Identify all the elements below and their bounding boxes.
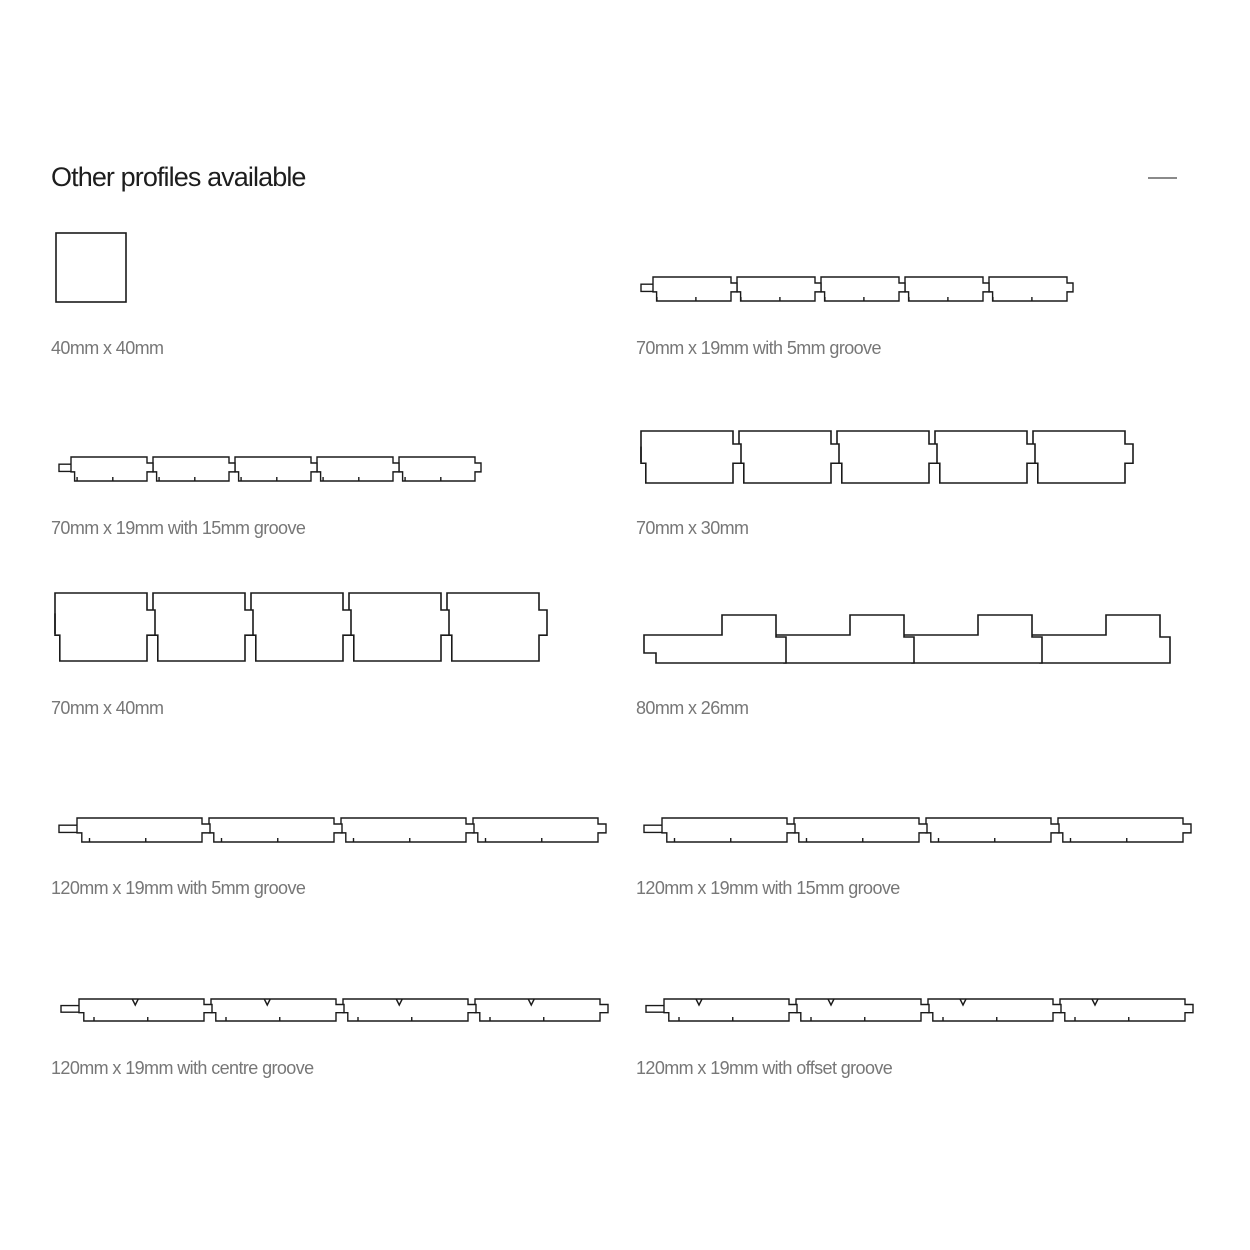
board-outline [211, 999, 344, 1021]
square-outline [56, 233, 126, 302]
minus-icon [1148, 177, 1177, 179]
board-outline [644, 615, 786, 663]
tongue-stub [646, 1006, 664, 1013]
profile-item [51, 225, 621, 365]
board-outline [794, 818, 927, 842]
board-outline [989, 277, 1073, 301]
profile-item [51, 445, 621, 545]
board-outline [79, 999, 212, 1021]
board-outline [317, 457, 399, 481]
profile-item [51, 985, 621, 1085]
profile-label: 40mm x 40mm [51, 338, 164, 358]
board-outline [739, 431, 839, 483]
board-outline [77, 818, 210, 842]
board-outline [349, 593, 449, 661]
board-outline [772, 615, 914, 663]
board-outline [475, 999, 608, 1021]
board-outline [928, 999, 1061, 1021]
tongue-stub [59, 825, 77, 832]
profile-drawing [51, 985, 621, 1035]
profile-label: 120mm x 19mm with centre groove [51, 1058, 314, 1078]
board-outline [737, 277, 821, 301]
board-outline [235, 457, 317, 481]
profile-item [51, 585, 621, 725]
board-outline [1060, 999, 1193, 1021]
collapse-button[interactable] [1140, 166, 1184, 192]
board-outline [821, 277, 905, 301]
profile-label: 70mm x 19mm with 5mm groove [636, 338, 881, 358]
board-outline [926, 818, 1059, 842]
board-outline [1028, 615, 1170, 663]
profile-label: 120mm x 19mm with offset groove [636, 1058, 893, 1078]
tongue-stub [644, 825, 662, 832]
profile-drawing [51, 445, 621, 495]
profile-drawing [51, 585, 621, 675]
profile-label: 70mm x 19mm with 15mm groove [51, 518, 306, 538]
board-outline [837, 431, 937, 483]
profile-item [636, 805, 1206, 905]
profile-drawing [636, 805, 1206, 855]
profile-label: 120mm x 19mm with 5mm groove [51, 878, 306, 898]
profile-drawing [51, 225, 621, 315]
profile-drawing [636, 605, 1206, 675]
profile-label: 70mm x 30mm [636, 518, 749, 538]
board-outline [900, 615, 1042, 663]
board-outline [153, 457, 235, 481]
profile-drawing [51, 805, 621, 855]
profile-label: 70mm x 40mm [51, 698, 164, 718]
tongue-stub [59, 464, 71, 471]
board-outline [662, 818, 795, 842]
profile-item [51, 805, 621, 905]
board-outline [664, 999, 797, 1021]
board-outline [343, 999, 476, 1021]
tongue-stub [641, 284, 653, 291]
board-outline [251, 593, 351, 661]
board-outline [905, 277, 989, 301]
board-outline [653, 277, 737, 301]
board-outline [153, 593, 253, 661]
board-outline [473, 818, 606, 842]
tongue-stub [61, 1006, 79, 1013]
profile-label: 80mm x 26mm [636, 698, 749, 718]
page-title: Other profiles available [51, 162, 306, 192]
board-outline [641, 431, 741, 483]
board-outline [1033, 431, 1133, 483]
board-outline [399, 457, 481, 481]
board-outline [447, 593, 547, 661]
board-outline [1058, 818, 1191, 842]
profile-drawing [636, 985, 1206, 1035]
board-outline [55, 593, 155, 661]
profile-item [636, 605, 1206, 725]
profile-drawing [636, 265, 1206, 315]
board-outline [71, 457, 153, 481]
profile-item [636, 422, 1206, 542]
profile-label: 120mm x 19mm with 15mm groove [636, 878, 900, 898]
profile-item [636, 265, 1206, 365]
board-outline [935, 431, 1035, 483]
profile-drawing [636, 422, 1206, 492]
profile-item [636, 985, 1206, 1085]
board-outline [209, 818, 342, 842]
board-outline [796, 999, 929, 1021]
board-outline [341, 818, 474, 842]
